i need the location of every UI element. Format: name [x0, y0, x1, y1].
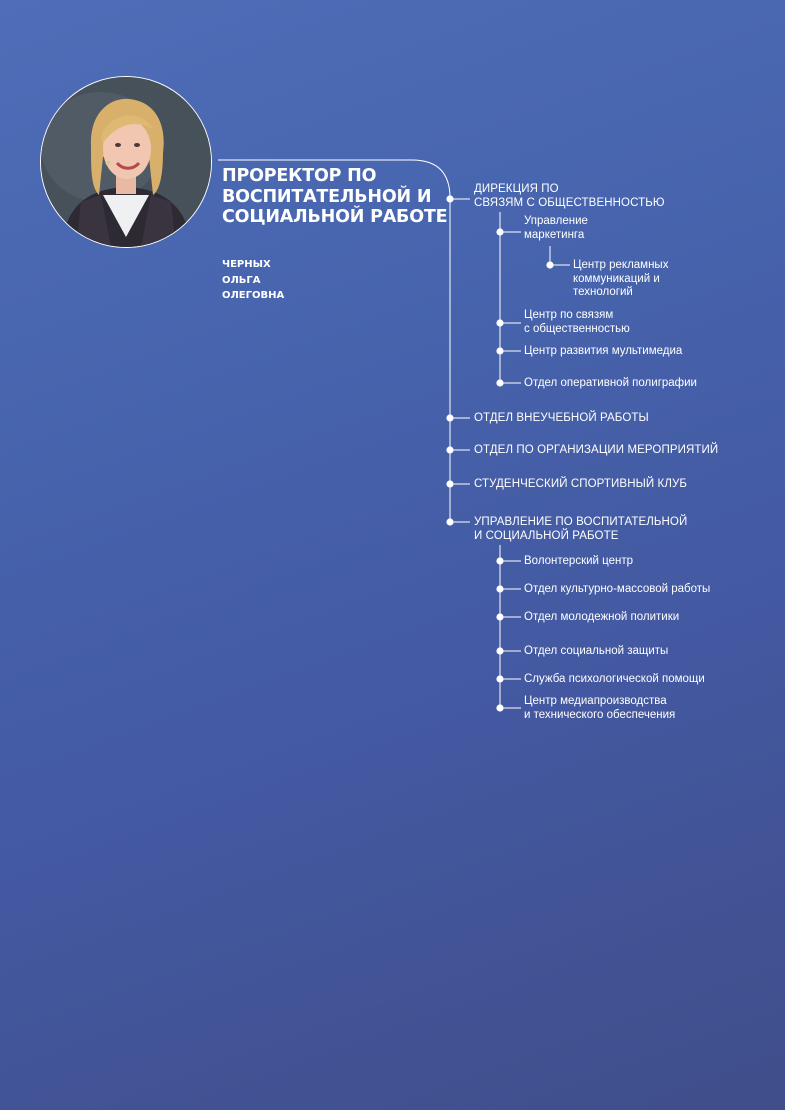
marketing-child-dot [546, 261, 553, 268]
unit-0-child-dot-1 [496, 319, 503, 326]
unit-4-child-dot-0 [496, 557, 503, 564]
unit-4-child-dot-3 [496, 647, 503, 654]
unit-4: УПРАВЛЕНИЕ ПО ВОСПИТАТЕЛЬНОЙ И СОЦИАЛЬНОЙ РАБОТЕ [474, 516, 688, 542]
last-name: ЧЕРНЫХ [222, 259, 271, 270]
unit-0-child-3: Отдел оперативной полиграфии [524, 377, 697, 389]
portrait-image [41, 77, 211, 247]
unit-0-child-0: Управление маркетинга [524, 215, 588, 241]
person-name [222, 257, 342, 304]
unit-4-child-dot-5 [496, 704, 503, 711]
unit-dot-1 [446, 414, 453, 421]
patronymic: ОЛЕГОВНА [222, 290, 285, 301]
unit-3: СТУДЕНЧЕСКИЙ СПОРТИВНЫЙ КЛУБ [474, 478, 688, 490]
unit-4-child-0: Волонтерский центр [524, 555, 634, 567]
unit-0-child-dot-2 [496, 347, 503, 354]
unit-4-child-dot-4 [496, 675, 503, 682]
unit-1: ОТДЕЛ ВНЕУЧЕБНОЙ РАБОТЫ [474, 412, 649, 424]
unit-0-child-1: Центр по связям с общественностью [524, 309, 630, 335]
marketing-child-0: Центр рекламных коммуникаций и технологий [573, 259, 669, 298]
unit-0-child-dot-0 [496, 228, 503, 235]
unit-0-child-dot-3 [496, 379, 503, 386]
unit-4-child-dot-2 [496, 613, 503, 620]
first-name: ОЛЬГА [222, 274, 261, 286]
position-title: ПРОРЕКТОР ПО ВОСПИТАТЕЛЬНОЙ И СОЦИАЛЬНОЙ РАБОТЕ [222, 166, 448, 227]
unit-dot-2 [446, 446, 453, 453]
unit-0-child-2: Центр развития мультимедиа [524, 345, 683, 357]
unit-dot-4 [446, 518, 453, 525]
unit-4-child-dot-1 [496, 585, 503, 592]
unit-4-child-3: Отдел социальной защиты [524, 645, 669, 657]
unit-4-child-1: Отдел культурно-массовой работы [524, 583, 711, 595]
unit-4-child-5: Центр медиапроизводства и технического обеспечения [524, 695, 676, 721]
unit-4-child-2: Отдел молодежной политики [524, 611, 680, 623]
unit-4-child-4: Служба психологической помощи [524, 673, 705, 685]
rector-photo [40, 76, 212, 248]
unit-2: ОТДЕЛ ПО ОРГАНИЗАЦИИ МЕРОПРИЯТИЙ [474, 444, 719, 456]
unit-dot-3 [446, 480, 453, 487]
unit-0: ДИРЕКЦИЯ ПО СВЯЗЯМ С ОБЩЕСТВЕННОСТЬЮ [474, 183, 665, 209]
